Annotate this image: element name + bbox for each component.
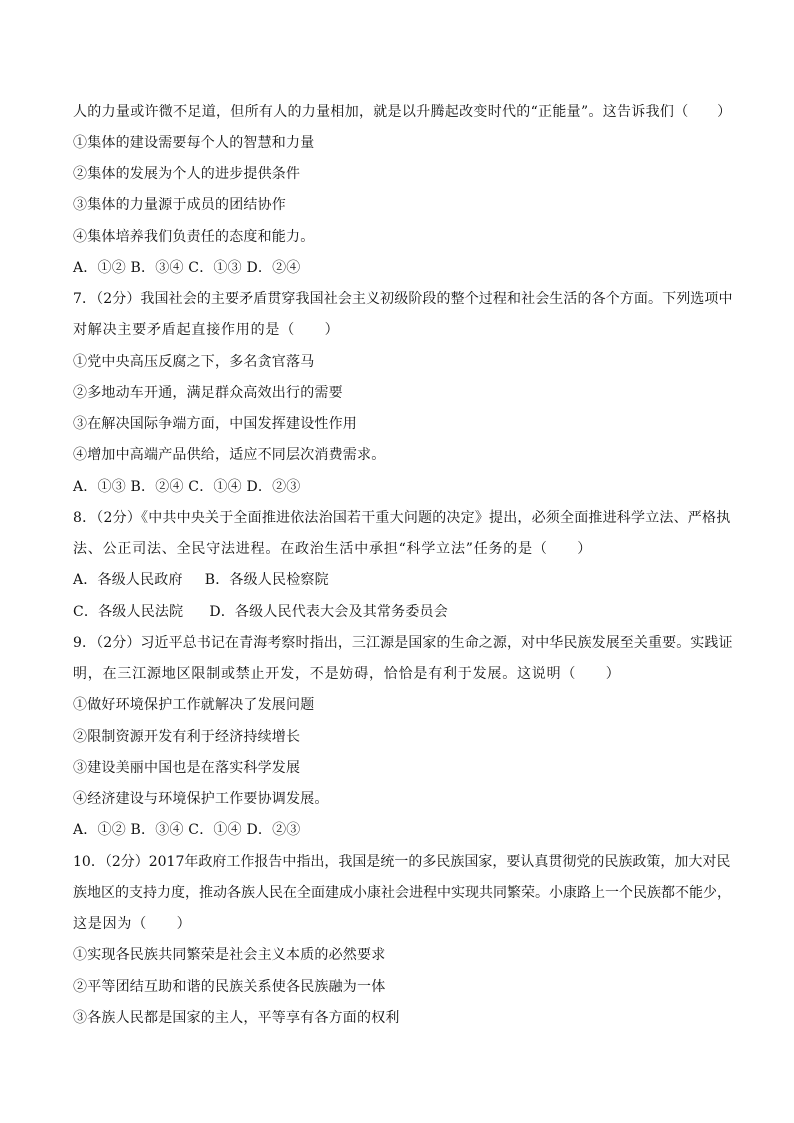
q7-stem-line1: 7．（2分）我国社会的主要矛盾贯穿我国社会主义初级阶段的整个过程和社会生活的各个方面。下列选项中 [73,291,733,307]
q7-statement-1: ①党中央高压反腐之下，多名贪官落马 [73,354,315,370]
q9-choices: A．①② B．③④ C．①④ D．②③ [73,822,301,838]
q8-stem-line2: 法、公正司法、全民守法进程。在政治生活中承担“科学立法”任务的是（ ） [73,541,593,557]
q9-statement-3: ③建设美丽中国也是在落实科学发展 [73,760,301,776]
q8-choice-b: B．各级人民检察院 [204,572,329,588]
q8-choices-row2 [73,602,733,622]
q8-choice-d: D．各级人民代表大会及其常务委员会 [209,604,448,620]
q10-stem-line2: 族地区的支持力度，推动各族人民在全面建成小康社会进程中实现共同繁荣。小康路上一个民族都不能少， [73,885,731,901]
q7-choices: A．①③ B．②④ C．①④ D．②③ [73,479,301,495]
prev-statement-2: ②集体的发展为个人的进步提供条件 [73,166,301,182]
prev-statement-1: ①集体的建设需要每个人的智慧和力量 [73,135,315,151]
q7-statement-2: ②多地动车开通，满足群众高效出行的需要 [73,385,343,401]
q7-statement-3: ③在解决国际争端方面，中国发挥建设性作用 [73,416,357,432]
q9-statement-1: ①做好环境保护工作就解决了发展问题 [73,697,315,713]
prev-statement-4: ④集体培养我们负责任的态度和能力。 [73,229,315,245]
q9-stem-line1: 9．（2分）习近平总书记在青海考察时指出，三江源是国家的生命之源，对中华民族发展至关重要。实践证 [73,635,733,651]
q10-stem-line1: 10．（2分）2017年政府工作报告中指出，我国是统一的多民族国家，要认真贯彻党的民族政策，加大对民 [73,854,731,870]
q8-choice-a: A．各级人民政府 [73,572,183,588]
q10-statement-1: ①实现各民族共同繁荣是社会主义本质的必然要求 [73,947,386,963]
prev-statement-3: ③集体的力量源于成员的团结协作 [73,197,286,213]
q10-stem-line3: 这是因为（ ） [73,916,192,932]
q10-statement-3: ③各族人民都是国家的主人，平等享有各方面的权利 [73,1010,400,1026]
q9-stem-line2: 明，在三江源地区限制或禁止开发，不是妨碍，恰恰是有利于发展。这说明（ ） [73,666,621,682]
prev-question-stem: 人的力量或许微不足道，但所有人的力量相加，就是以升腾起改变时代的“正能量”。这告诉我们（ ） [73,104,732,120]
q7-stem-line2: 对解决主要矛盾起直接作用的是（ ） [73,322,340,338]
q9-statement-4: ④经济建设与环境保护工作要协调发展。 [73,791,329,807]
q9-statement-2: ②限制资源开发有利于经济持续增长 [73,729,301,745]
q8-stem-line1: 8．（2分）《中共中央关于全面推进依法治国若干重大问题的决定》提出，必须全面推进科学立法、严格执 [73,510,731,526]
q7-statement-4: ④增加中高端产品供给，适应不同层次消费需求。 [73,447,386,463]
q8-choice-c: C．各级人民法院 [73,604,184,620]
q10-statement-2: ②平等团结互助和谐的民族关系使各民族融为一体 [73,979,386,995]
q8-choices-row1 [73,570,733,590]
prev-choices: A．①② B．③④ C．①③ D．②④ [73,260,301,276]
